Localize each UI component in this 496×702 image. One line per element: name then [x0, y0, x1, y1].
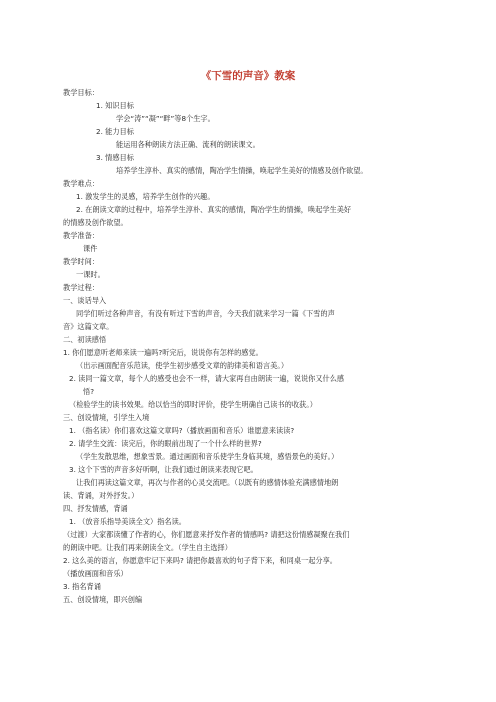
text-line: 能运用各种朗读方法正确、流利的朗读课文。: [116, 140, 260, 149]
text-line: 教学过程：: [63, 283, 99, 292]
text-line: 一、谈话导入: [63, 296, 107, 305]
text-line: （出示画面配音乐范读，使学生初步感受文章的韵律美和语言美。）: [76, 361, 289, 370]
text-line: （学生发散思维，想象雪景。通过画面和音乐使学生身临其境，感悟景色的美好。）: [76, 452, 339, 461]
text-line: 同学们听过各种声音，有没有听过下雪的声音，今天我们就来学习一篇《下雪的声: [76, 309, 335, 318]
text-line: 读、背诵，对外抒发。）: [63, 491, 139, 500]
text-line: 五、创设情境，即兴创编: [63, 595, 143, 604]
text-line: 的情感及创作欲望。: [63, 218, 128, 227]
text-line: 1. （放音乐指导美读全文）指名读。: [69, 517, 186, 526]
text-line: （检验学生的读书效果。给以恰当的即时评价，使学生明确自己读书的收获。）: [69, 400, 317, 409]
text-line: 2. 读同一篇文章，每个人的感受也会不一样，请大家再自由朗读一遍，说说你又什么感: [69, 374, 345, 383]
text-line: 3. 情感目标: [96, 153, 134, 162]
text-line: 教学难点：: [63, 179, 99, 188]
text-line: 一课时。: [76, 270, 105, 279]
text-line: 三、创设情境，引学生入境: [63, 413, 150, 422]
text-line: 课件: [83, 244, 98, 253]
text-line: 1. 知识目标: [96, 101, 134, 110]
text-line: 教学准备：: [63, 231, 99, 240]
document-title: 《下雪的声音》教案: [200, 70, 296, 82]
text-line: （播放画面和音乐）: [63, 569, 128, 578]
text-line: 二、初读感悟: [63, 335, 107, 344]
text-line: 3. 指名背诵: [63, 582, 101, 591]
text-line: 2. 请学生交流：读完后，你的眼前出现了一个什么样的世界?: [69, 439, 262, 448]
text-line: 让我们再读这篇文章，再次与作者的心灵交流吧。（以既有的感情体验充满感情地朗: [76, 478, 339, 487]
text-line: 悟?: [83, 387, 95, 396]
text-line: 音》这篇文章。: [63, 322, 114, 331]
text-line: 1. （指名读）你们喜欢这篇文章吗?（播放画面和音乐）谁愿意来读读?: [69, 426, 295, 435]
text-line: 学会“涛”“凝”“畔”等8个生字。: [116, 114, 215, 123]
text-line: 培养学生淳朴、真实的感情，陶冶学生情操，唤起学生美好的情感及创作欲望。: [116, 166, 368, 175]
text-line: 2. 能力目标: [96, 127, 134, 136]
text-line: （过渡）大家都读懂了作者的心，你们愿意来抒发作者的情感吗? 请把这份情感凝聚在我们: [63, 530, 350, 539]
text-line: 教学时间：: [63, 257, 99, 266]
text-line: 3. 这个下雪的声音多好听啊，让我们通过朗读来表现它吧。: [69, 465, 258, 474]
text-line: 1. 激发学生的灵感，培养学生创作的兴趣。: [76, 192, 215, 201]
text-line: 1. 你们愿意听老师来读一遍吗?听完后，说说你有怎样的感觉。: [63, 348, 263, 357]
text-line: 2. 在朗读文章的过程中，培养学生淳朴、真实的感情，陶冶学生的情操，唤起学生美好: [76, 205, 352, 214]
text-line: 教学目标：: [63, 88, 99, 97]
text-line: 四、抒发情感，背诵: [63, 504, 128, 513]
text-line: 的朗读中吧。让我们再来朗读全文。（学生自主选择）: [63, 543, 232, 552]
text-line: 2. 这么美的语言，你愿意牢记下来吗? 请把你最喜欢的句子背下来，和同桌一起分享。: [63, 556, 337, 565]
